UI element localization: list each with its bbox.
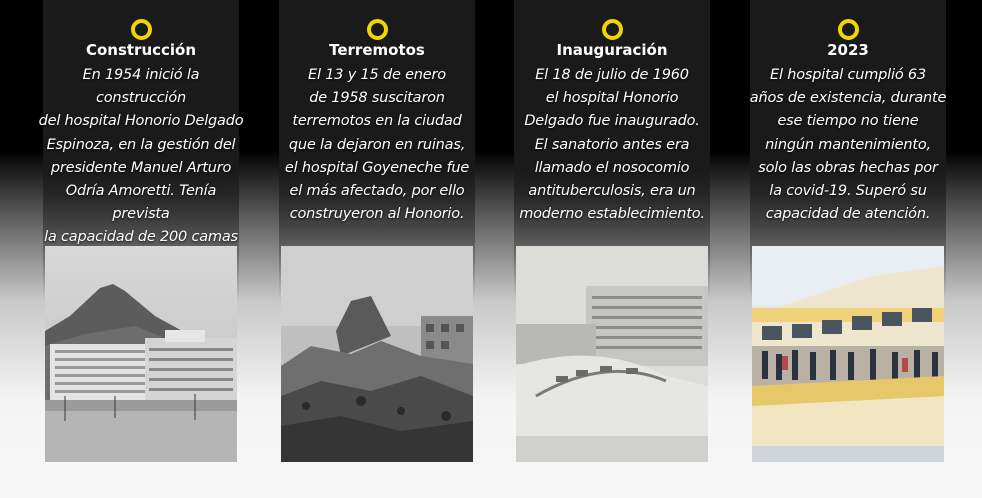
description-line: terremotos en la ciudad [292, 113, 462, 130]
description-line: la capacidad de 200 camas [44, 229, 238, 246]
photo-earthquake-ruins [281, 246, 473, 462]
timeline-column-terremotos [279, 0, 475, 498]
description-line: llamado el nosocomio [534, 159, 690, 176]
description-line: El hospital cumplió 63 [770, 67, 926, 83]
column-description [744, 64, 952, 226]
description-line: la covid-19. Superó su [769, 183, 927, 200]
description-line: antituberculosis, era un [528, 183, 696, 200]
description-line: moderno establecimiento. [519, 206, 705, 223]
description-line: El sanatorio antes era [534, 136, 690, 153]
circle-marker-icon [602, 19, 623, 40]
description-line: Espinoza, en la gestión del [46, 136, 236, 153]
photo-hospital-construction [45, 246, 237, 462]
description-line: construyeron al Honorio. [289, 206, 465, 223]
description-line: Odría Amoretti. Tenía prevista [65, 183, 217, 223]
description-line: En 1954 inició la construcción [82, 67, 200, 107]
circle-marker-icon [367, 19, 388, 40]
photo-hospital-inauguration [516, 246, 708, 462]
circle-marker-icon [131, 19, 152, 40]
column-title: Inauguración [556, 41, 668, 59]
description-line: Delgado fue inaugurado. [524, 113, 700, 130]
column-title: Terremotos [329, 41, 425, 59]
description-line: el hospital Honorio [545, 90, 679, 107]
description-line: ese tiempo no tiene [777, 113, 919, 130]
description-line: ningún mantenimiento, [765, 136, 931, 153]
description-line: el hospital Goyeneche fue [284, 159, 470, 176]
description-line: años de existencia, durante [749, 90, 947, 107]
description-line: el más afectado, por ello [289, 183, 465, 200]
description-line: solo las obras hechas por [758, 159, 938, 176]
description-line: El 18 de julio de 1960 [535, 67, 689, 83]
description-line: capacidad de atención. [765, 206, 931, 223]
description-line: del hospital Honorio Delgado [38, 113, 244, 130]
description-line: que la dejaron en ruinas, [288, 136, 466, 153]
circle-marker-icon [838, 19, 859, 40]
column-title: 2023 [827, 41, 869, 59]
timeline-column-construccion [38, 0, 244, 498]
timeline-column-2023 [750, 0, 946, 498]
photo-hospital-2023 [752, 246, 944, 462]
description-line: de 1958 suscitaron [309, 90, 445, 107]
description-line: El 13 y 15 de enero [308, 67, 446, 83]
column-description [508, 64, 716, 226]
column-description [37, 64, 245, 273]
timeline-column-inauguracion [514, 0, 710, 498]
description-line: presidente Manuel Arturo [50, 159, 232, 176]
column-title: Construcción [85, 41, 197, 59]
column-description [273, 64, 481, 226]
